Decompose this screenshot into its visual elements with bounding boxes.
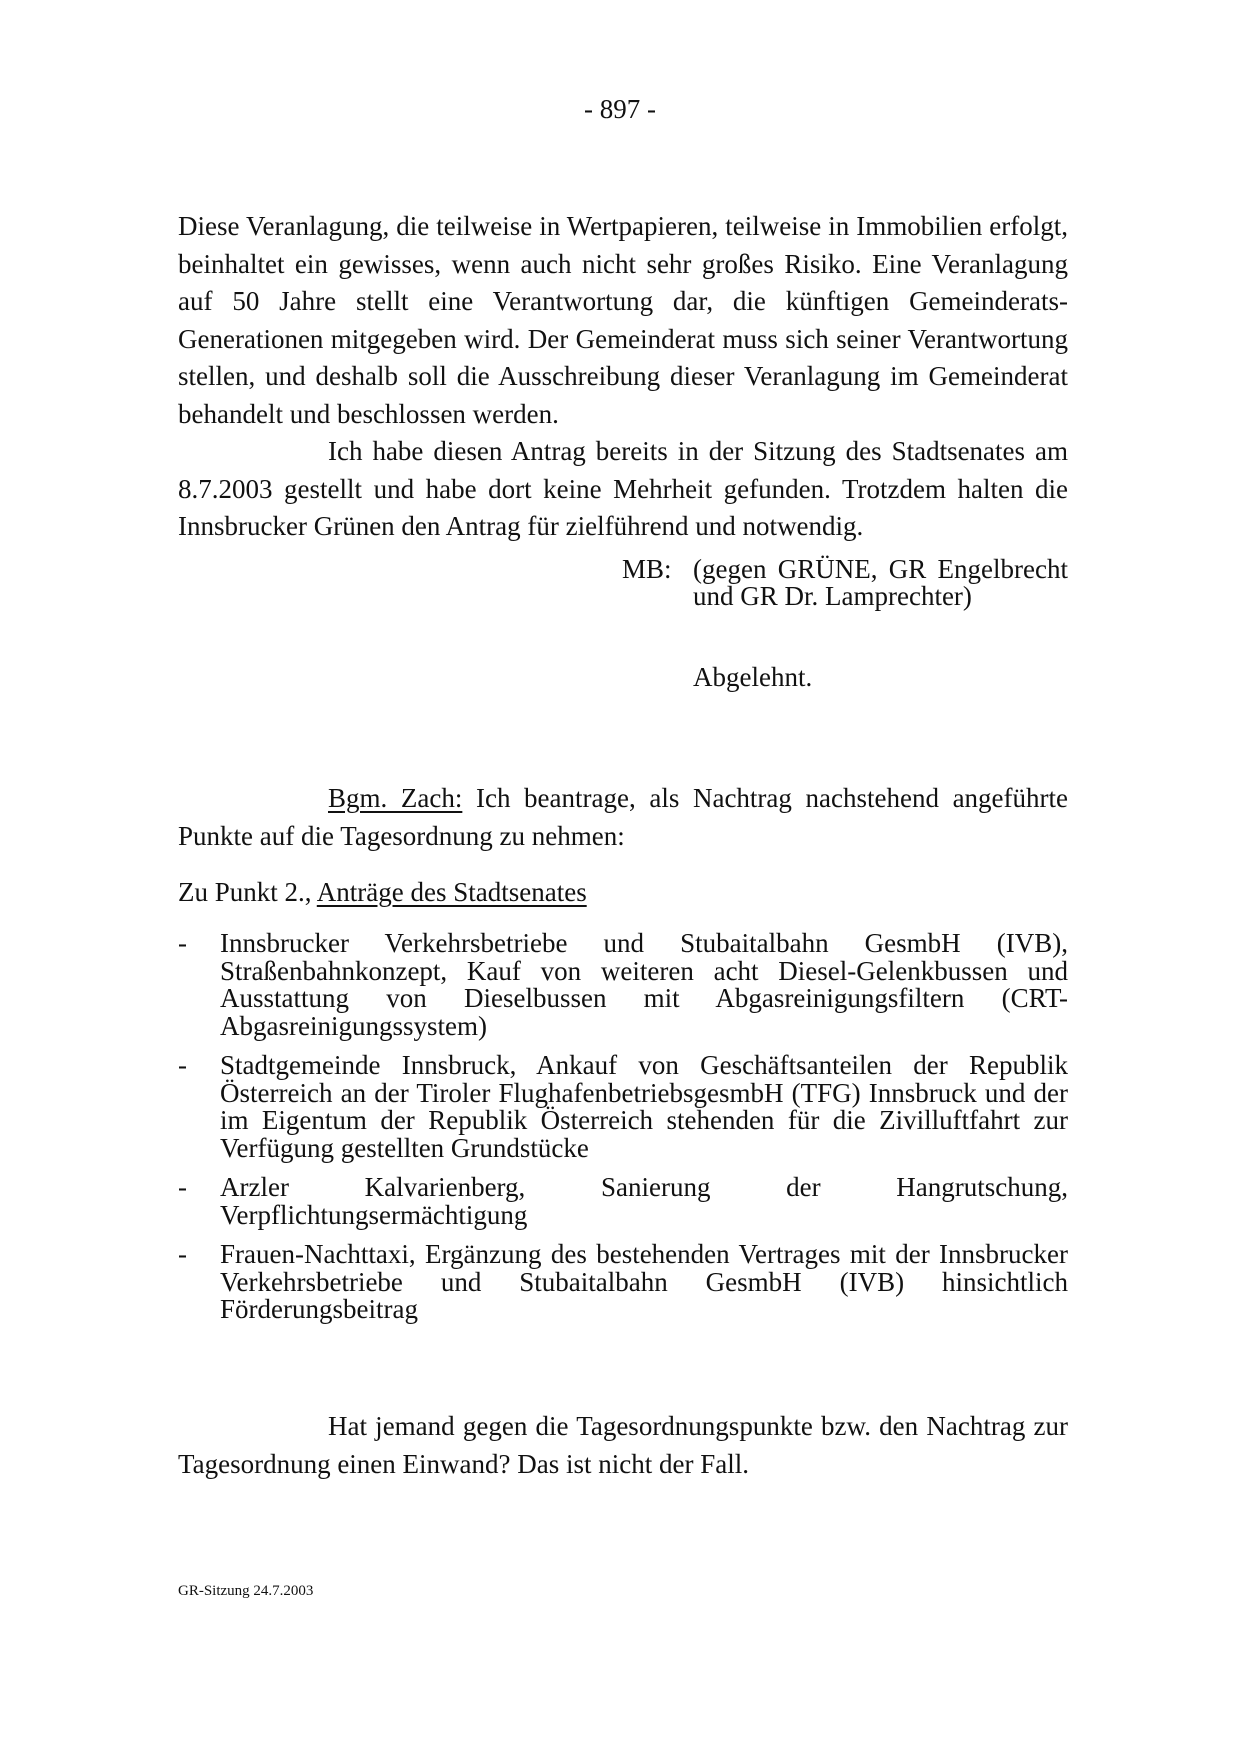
list-marker: - <box>178 1050 187 1080</box>
list-item <box>178 1174 1068 1229</box>
list-marker: - <box>178 928 187 958</box>
paragraph-mayor-motion <box>178 780 1068 855</box>
list-marker: - <box>178 1239 187 1269</box>
paragraph-motion-history: Ich habe diesen Antrag bereits in der Sitzung des Stadtsenates am 8.7.2003 gestellt und habe dort keine Mehrheit gefunden. Trotzdem halten die Innsbrucker Grünen den Antrag für zielführend und notwendig. <box>178 436 1068 541</box>
paragraph-objection-question: Hat jemand gegen die Tagesordnungspunkte bzw. den Nachtrag zur Tagesordnung einen Einwand? Das ist nicht der Fall. <box>178 1411 1068 1479</box>
vote-label: MB: <box>622 554 672 584</box>
section-heading <box>178 874 1068 912</box>
paragraph-investment-risk: Diese Veranlagung, die teilweise in Wertpapieren, teilweise in Immobilien erfolgt, beinhaltet ein gewisses, wenn auch nicht sehr großes Risiko. Eine Veranlagung auf 50 Jahre stellt eine Verantwortung dar, die künftigen Gemeinderats-Generationen mitgegeben wird. Der Gemeinderat muss sich seiner Verantwortung stellen, und deshalb soll die Ausschreibung dieser Veranlagung im Gemeinderat behandelt und beschlossen werden. <box>178 211 1068 429</box>
vote-result: Abgelehnt. <box>693 662 813 692</box>
list-item <box>178 1241 1068 1324</box>
list-marker: - <box>178 1172 187 1202</box>
section-prefix: Zu Punkt 2., <box>178 877 312 907</box>
vote-details: (gegen GRÜNE, GR Engelbrecht und GR Dr. Lamprechter) <box>693 554 1068 611</box>
list-item <box>178 1052 1068 1162</box>
agenda-items-list <box>178 930 1068 1336</box>
page-number: - 897 - <box>584 94 656 124</box>
list-item-text: Arzler Kalvarienberg, Sanierung der Hangrutschung, Verpflichtungsermächtigung <box>220 1172 1068 1230</box>
speaker-name: Bgm. Zach: <box>328 783 463 813</box>
list-item-text: Innsbrucker Verkehrsbetriebe und Stubaitalbahn GesmbH (IVB), Straßenbahnkonzept, Kauf von weiteren acht Diesel-Gelenkbussen und Ausstattung von Dieselbussen mit Abgasreinigungsfiltern (CRT-Abgasreinigungssystem) <box>220 928 1068 1041</box>
footer-session-date: GR-Sitzung 24.7.2003 <box>178 1583 314 1599</box>
list-item-text: Stadtgemeinde Innsbruck, Ankauf von Geschäftsanteilen der Republik Österreich an der Tiroler FlughafenbetriebsgesmbH (TFG) Innsbruck und der im Eigentum der Republik Österreich stehenden für die Zivilluftfahrt zur Verfügung gestellten Grundstücke <box>220 1050 1068 1163</box>
motion-text: Ich beantrage, als Nachtrag nachstehend angeführte Punkte auf die Tagesordnung zu nehmen: <box>178 783 1069 851</box>
list-item <box>178 930 1068 1040</box>
section-title: Anträge des Stadtsenates <box>316 877 587 907</box>
list-item-text: Frauen-Nachttaxi, Ergänzung des bestehenden Vertrages mit der Innsbrucker Verkehrsbetriebe und Stubaitalbahn GesmbH (IVB) hinsichtlich Förderungsbeitrag <box>220 1239 1068 1324</box>
